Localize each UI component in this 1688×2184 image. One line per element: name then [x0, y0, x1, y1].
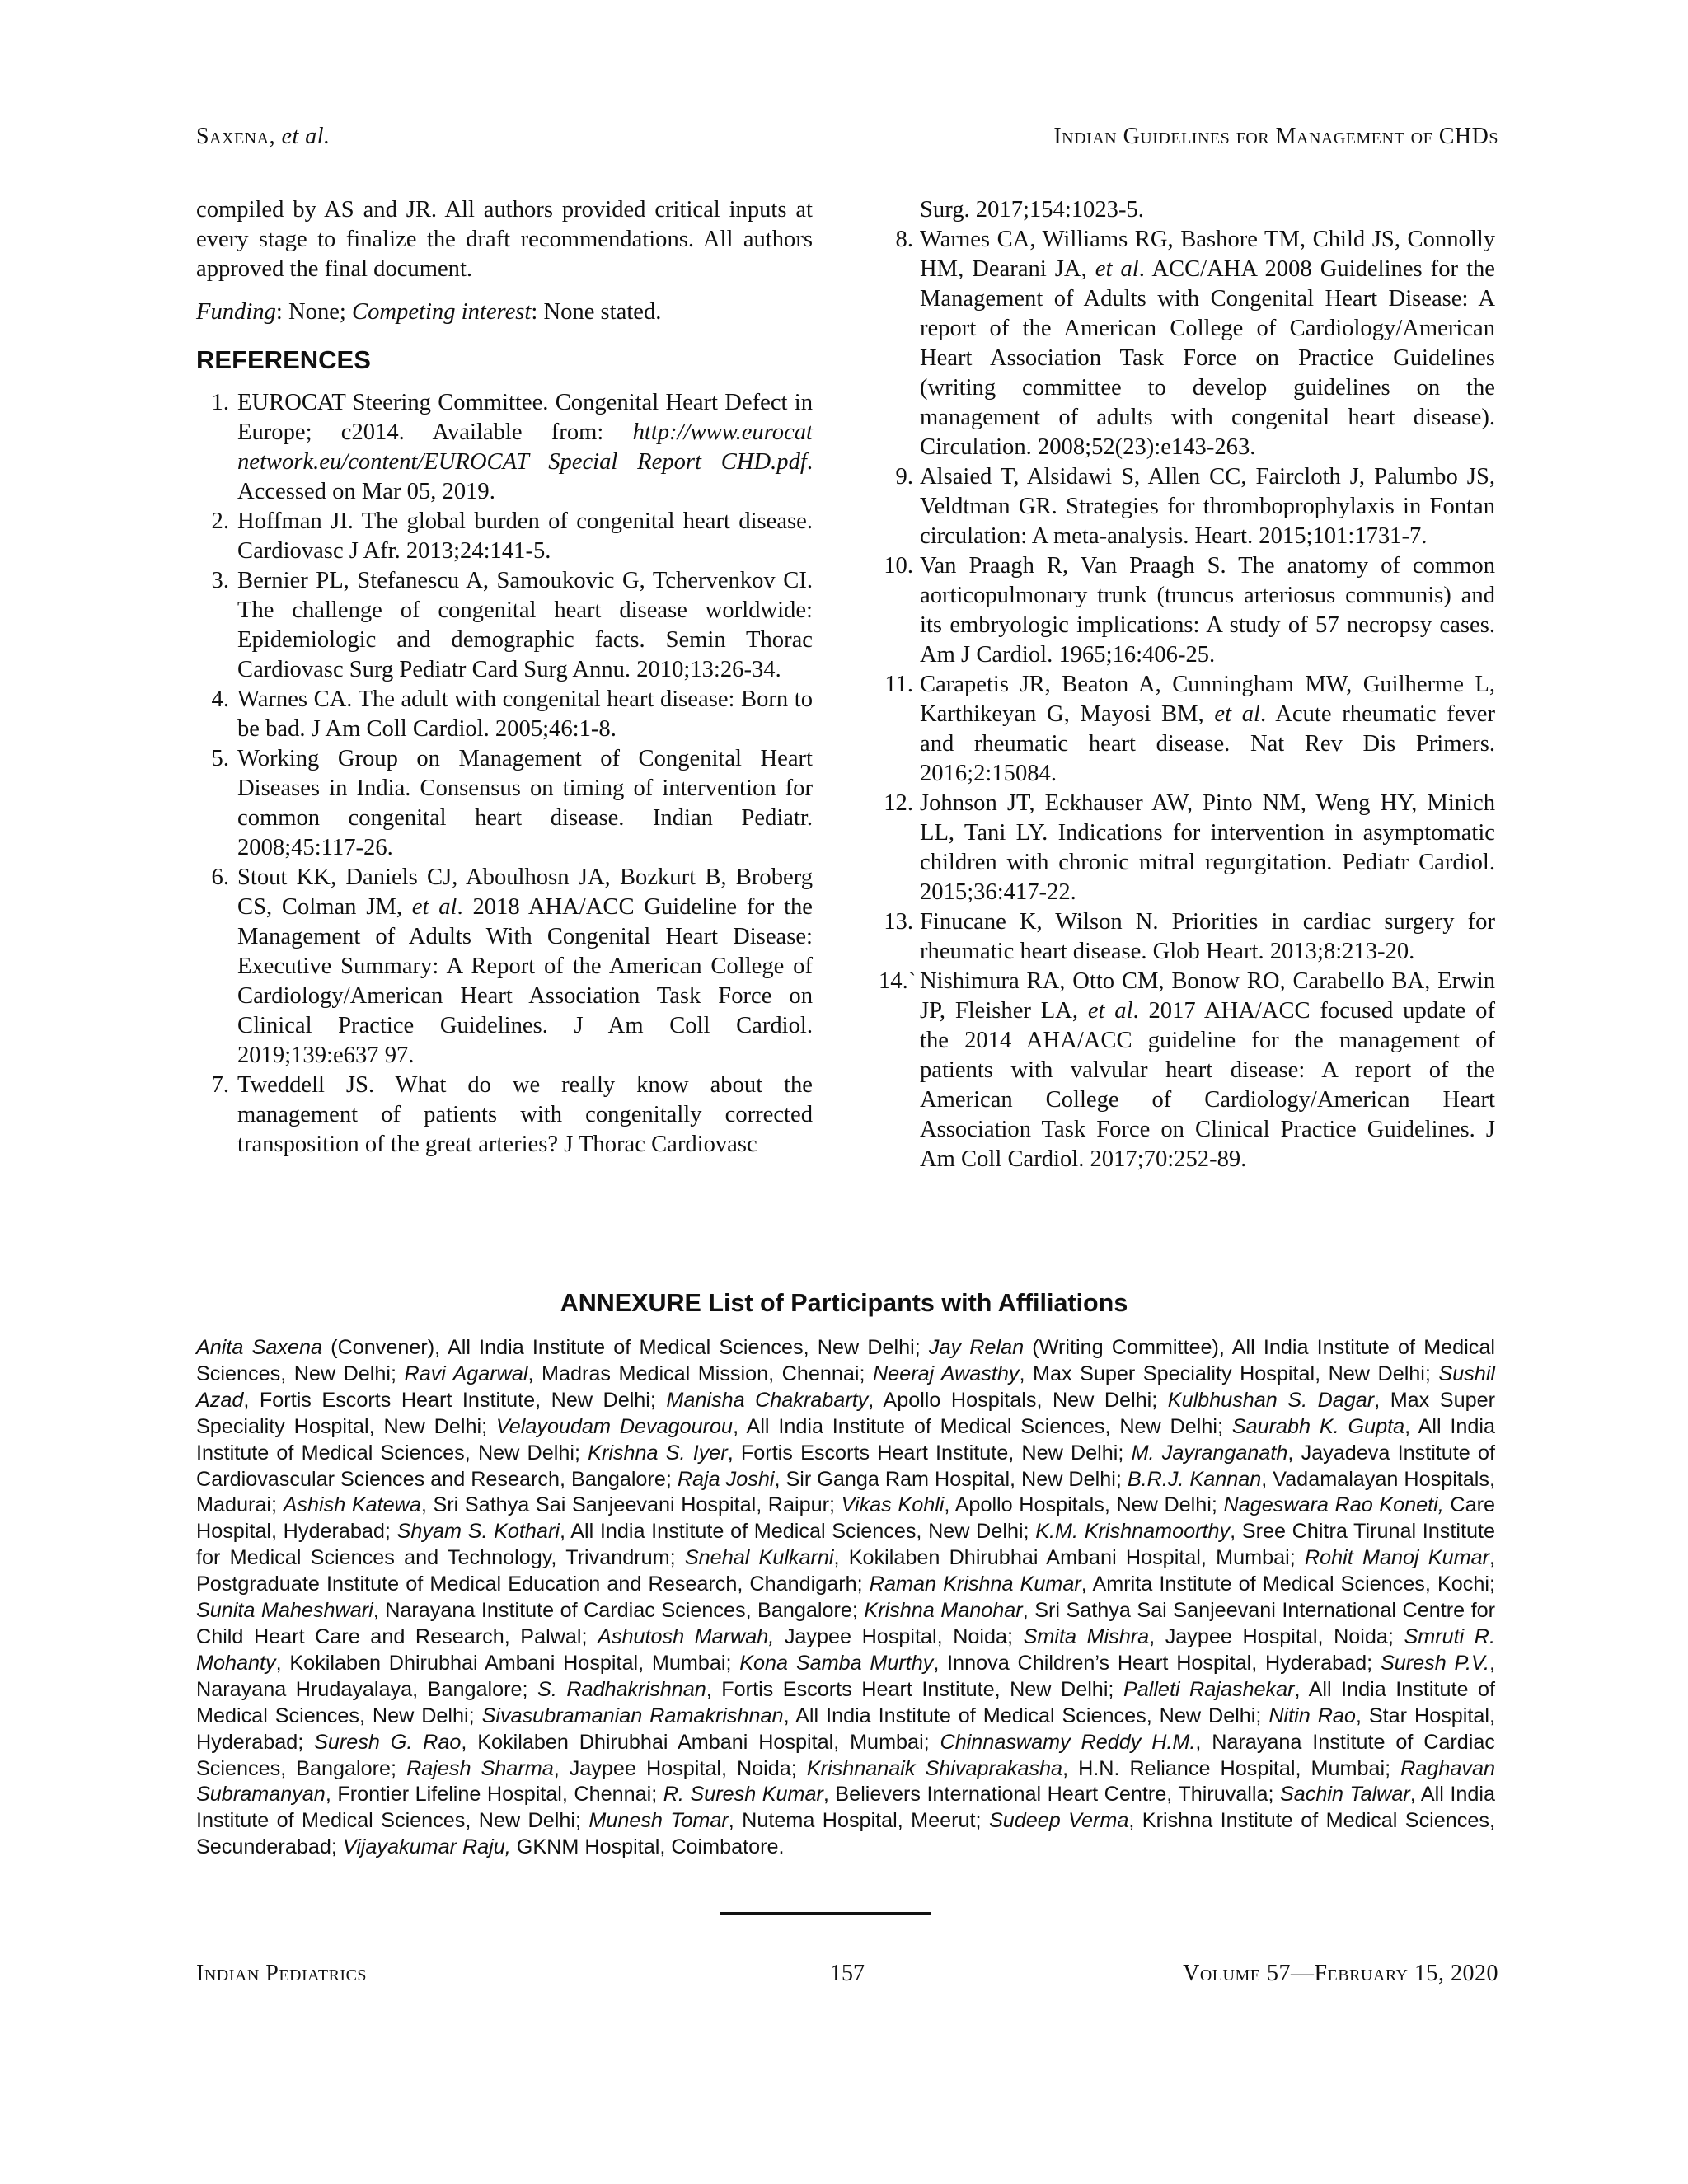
right-column: [879, 195, 1495, 1174]
reference-number: 5.: [211, 746, 229, 771]
participant-affiliation: , Sri Sathya Sai Sanjeevani International Centre for Child Heart Care and Research, Palwal;: [196, 1599, 1495, 1648]
participant-name: Shyam S. Kothari: [396, 1520, 560, 1544]
participant-name: Krishna S. Iyer: [588, 1441, 728, 1465]
participant-affiliation: , Vadamalayan Hospitals, Madurai;: [196, 1467, 1495, 1517]
participant-affiliation: , Believers International Heart Centre, Thiruvalla;: [823, 1783, 1280, 1807]
participant-name: Suresh P.V.: [1380, 1651, 1489, 1675]
participant-name: R. Suresh Kumar: [663, 1783, 823, 1807]
reference-list-right: [879, 225, 1495, 1174]
participant-affiliation: , Innova Children’s Heart Hospital, Hyderabad;: [933, 1651, 1381, 1675]
footer-journal: Indian Pediatrics: [196, 1961, 368, 1986]
participant-affiliation: , Sri Sathya Sai Sanjeevani Hospital, Raipur;: [420, 1493, 842, 1517]
participant-name: Ashutosh Marwah,: [598, 1624, 775, 1648]
participant-name: Raghavan Subramanyan: [196, 1756, 1495, 1807]
reference-item: 4. Warnes CA. The adult with congenital heart disease: Born to be bad. J Am Coll Cardiol. 2005;46:1-8.: [196, 685, 813, 744]
participant-name: Suresh G. Rao: [314, 1730, 462, 1754]
participant-name: Smita Mishra: [1023, 1624, 1150, 1648]
reference-list-left: [196, 388, 813, 1160]
reference-number: 11.: [884, 672, 913, 697]
reference-item: 1. EUROCAT Steering Committee. Congenital Heart Defect in Europe; c2014. Available from: http://www.eurocat network.eu/content/EUROCAT Special Report CHD.pdf. Accessed on Mar 05, 2019.: [196, 388, 813, 507]
participant-name: Krishna Manohar: [864, 1599, 1023, 1623]
participant-name: Kona Samba Murthy: [739, 1651, 934, 1675]
page-footer: [196, 1961, 1498, 1994]
reference-number: 9.: [895, 464, 913, 490]
participant-affiliation: , Narayana Hrudayalaya, Bangalore;: [196, 1651, 1495, 1701]
participant-name: Palleti Rajashekar: [1123, 1677, 1295, 1701]
participant-name: Jay Relan: [928, 1336, 1025, 1359]
participant-affiliation: GKNM Hospital, Coimbatore.: [510, 1835, 785, 1859]
participant-name: K.M. Krishnamoorthy: [1035, 1520, 1231, 1544]
participant-affiliation: , Apollo Hospitals, New Delhi;: [944, 1493, 1224, 1517]
reference-item: 6. Stout KK, Daniels CJ, Aboulhosn JA, Bozkurt B, Broberg CS, Colman JM, et al. 2018 AHA/ACC Guideline for the Management of Adults With Congenital Heart Disease: Executive Summary: A Report of the American College of Cardiology/American Heart Association Task Force on Clinical Practice Guidelines. J Am Coll Cardiol. 2019;139:e637 97.: [196, 863, 813, 1071]
reference-item: 2. Hoffman JI. The global burden of congenital heart disease. Cardiovasc J Afr. 2013;24:141-5.: [196, 507, 813, 566]
reference-item: 13. Finucane K, Wilson N. Priorities in cardiac surgery for rheumatic heart disease. Glob Heart. 2013;8:213-20.: [879, 907, 1495, 967]
participant-name: Sudeep Verma: [988, 1809, 1129, 1833]
participant-name: Vikas Kohli: [841, 1493, 945, 1517]
participant-affiliation: , All India Institute of Medical Sciences, New Delhi;: [196, 1677, 1495, 1727]
participant-affiliation: , All India Institute of Medical Sciences, New Delhi;: [559, 1520, 1036, 1544]
reference-number: 10.: [884, 553, 913, 579]
participant-affiliation: , Krishna Institute of Medical Sciences, Secunderabad;: [196, 1809, 1495, 1859]
participant-affiliation: , Kokilaben Dhirubhai Ambani Hospital, Mumbai;: [275, 1651, 740, 1675]
reference-item: 5. Working Group on Management of Congenital Heart Diseases in India. Consensus on timing of intervention for common congenital heart disease. Indian Pediatr. 2008;45:117-26.: [196, 744, 813, 863]
page-number: 157: [830, 1961, 865, 1986]
funding-statement: Funding: None; Competing interest: None stated.: [196, 299, 662, 325]
participant-name: Smruti R. Mohanty: [196, 1624, 1495, 1675]
reference-number: 8.: [895, 227, 913, 252]
participant-name: Sivasubramanian Ramakrishnan: [481, 1704, 784, 1727]
running-head-title: Indian Guidelines for Management of CHDs: [1053, 124, 1498, 149]
participant-name: Chinnaswamy Reddy H.M.: [940, 1730, 1196, 1754]
participant-affiliation: , Kokilaben Dhirubhai Ambani Hospital, Mumbai;: [461, 1730, 940, 1754]
participant-affiliation: , Amrita Institute of Medical Sciences, Kochi;: [1081, 1572, 1495, 1596]
participant-affiliation: , Max Super Speciality Hospital, New Delhi;: [1019, 1361, 1439, 1385]
participant-affiliation: , Jaypee Hospital, Noida;: [1149, 1624, 1404, 1648]
annexure-participants: [196, 1335, 1495, 1861]
reference-item: 8. Warnes CA, Williams RG, Bashore TM, Child JS, Connolly HM, Dearani JA, et al. ACC/AHA 2008 Guidelines for the Management of Adults with Congenital Heart Disease: A report of the American College of Cardiology/American Heart Association Task Force on Practice Guidelines (writing committee to develop guidelines on the management of adults with congenital heart disease). Circulation. 2008;52(23):e143-263.: [879, 225, 1495, 462]
reference-item: 10. Van Praagh R, Van Praagh S. The anatomy of common aorticopulmonary trunk (truncus arteriosus communis) and its embryologic implications: A study of 57 necropsy cases. Am J Cardiol. 1965;16:406-25.: [879, 551, 1495, 670]
participant-name: Raman Krishna Kumar: [869, 1572, 1081, 1596]
participant-name: Rohit Manoj Kumar: [1304, 1546, 1489, 1570]
participant-affiliation: , Fortis Escorts Heart Institute, New Delhi;: [727, 1441, 1132, 1465]
participant-name: Saurabh K. Gupta: [1231, 1414, 1405, 1438]
participant-affiliation: , Apollo Hospitals, New Delhi;: [868, 1388, 1168, 1412]
references-heading: REFERENCES: [196, 345, 371, 374]
participant-affiliation: , Star Hospital, Hyderabad;: [196, 1704, 1496, 1754]
participant-affiliation: , Nutema Hospital, Meerut;: [728, 1809, 989, 1833]
participant-name: Ashish Katewa: [283, 1493, 421, 1517]
participant-affiliation: , H.N. Reliance Hospital, Mumbai;: [1062, 1756, 1401, 1780]
footer-volume: Volume 57—February 15, 2020: [1183, 1961, 1498, 1986]
participant-name: Anita Saxena: [196, 1336, 323, 1359]
participant-affiliation: , All India Institute of Medical Sciences, New Delhi;: [783, 1704, 1269, 1727]
reference-number: 1.: [211, 390, 229, 415]
participant-affiliation: , All India Institute of Medical Sciences, New Delhi;: [196, 1414, 1495, 1465]
participant-name: Nageswara Rao Koneti,: [1223, 1493, 1444, 1517]
reference-number: 2.: [211, 509, 229, 534]
reference-number: 7.: [211, 1072, 229, 1098]
footer-rule: [720, 1912, 931, 1915]
participant-affiliation: (Writing Committee), All India Institute of Medical Sciences, New Delhi;: [196, 1336, 1495, 1385]
participant-name: Velayoudam Devagourou: [495, 1414, 734, 1438]
participant-affiliation: , Jaypee Hospital, Noida;: [553, 1756, 807, 1780]
participant-affiliation: Jaypee Hospital, Noida;: [774, 1624, 1024, 1648]
participant-name: Nitin Rao: [1268, 1704, 1356, 1727]
participant-affiliation: , All India Institute of Medical Sciences, New Delhi;: [733, 1414, 1232, 1438]
participant-affiliation: , Kokilaben Dhirubhai Ambani Hospital, Mumbai;: [833, 1546, 1305, 1570]
reference-item: 14.` Nishimura RA, Otto CM, Bonow RO, Carabello BA, Erwin JP, Fleisher LA, et al. 2017 AHA/ACC focused update of the 2014 AHA/ACC guideline for the management of patients with valvular heart disease: A report of the American College of Cardiology/American Heart Association Task Force on Clinical Practice Guidelines. J Am Coll Cardiol. 2017;70:252-89.: [879, 968, 1495, 1172]
participant-affiliation: , Frontier Lifeline Hospital, Chennai;: [325, 1783, 663, 1807]
participant-name: Sunita Maheshwari: [196, 1599, 373, 1623]
participant-affiliation: Care Hospital, Hyderabad;: [196, 1493, 1495, 1544]
participant-affiliation: , Fortis Escorts Heart Institute, New Delhi;: [243, 1388, 667, 1412]
reference-number: 14.`: [879, 968, 917, 994]
running-head-author: Saxena, et al.: [196, 124, 331, 149]
reference-item: 9. Alsaied T, Alsidawi S, Allen CC, Faircloth J, Palumbo JS, Veldtman GR. Strategies for thromboprophylaxis in Fontan circulation: A meta-analysis. Heart. 2015;101:1731-7.: [879, 462, 1495, 551]
reference-item: 11. Carapetis JR, Beaton A, Cunningham MW, Guilherme L, Karthikeyan G, Mayosi BM, et al. Acute rheumatic fever and rheumatic heart disease. Nat Rev Dis Primers. 2016;2:15084.: [879, 670, 1495, 789]
participant-affiliation: , Narayana Institute of Cardiac Sciences, Bangalore;: [373, 1599, 865, 1623]
participant-name: Snehal Kulkarni: [684, 1546, 834, 1570]
participant-name: Manisha Chakrabarty: [666, 1388, 869, 1412]
participant-name: S. Radhakrishnan: [537, 1677, 706, 1701]
contributors-text: compiled by AS and JR. All authors provided critical inputs at every stage to finalize the draft recommendations. All authors approved the final document.: [196, 197, 813, 282]
participant-name: M. Jayranganath: [1131, 1441, 1288, 1465]
reference-number: 6.: [211, 865, 229, 890]
reference-item: 12. Johnson JT, Eckhauser AW, Pinto NM, Weng HY, Minich LL, Tani LY. Indications for intervention in asymptomatic children with chronic mitral regurgitation. Pediatr Cardiol. 2015;36:417-22.: [879, 789, 1495, 907]
participant-name: Sachin Talwar: [1280, 1783, 1410, 1807]
participant-name: Krishnanaik Shivaprakasha: [806, 1756, 1063, 1780]
participant-affiliation: , Narayana Institute of Cardiac Sciences, Bangalore;: [196, 1730, 1495, 1780]
reference-number: 3.: [211, 568, 229, 593]
participant-name: B.R.J. Kannan: [1127, 1467, 1262, 1491]
reference-number: 12.: [884, 790, 913, 816]
reference-number: 4.: [211, 687, 229, 712]
participant-affiliation: , Postgraduate Institute of Medical Education and Research, Chandigarh;: [196, 1546, 1495, 1596]
participant-affiliation: , Madras Medical Mission, Chennai;: [528, 1361, 873, 1385]
participant-name: Neeraj Awasthy: [872, 1361, 1020, 1385]
participant-name: Munesh Tomar: [588, 1809, 729, 1833]
participant-affiliation: , Sree Chitra Tirunal Institute for Medical Sciences and Technology, Trivandrum;: [196, 1520, 1495, 1570]
participant-affiliation: , Jayadeva Institute of Cardiovascular Sciences and Research, Bangalore;: [196, 1441, 1495, 1491]
participant-name: Ravi Agarwal: [404, 1361, 528, 1385]
participant-name: Rajesh Sharma: [406, 1756, 554, 1780]
participant-affiliation: , Fortis Escorts Heart Institute, New Delhi;: [706, 1677, 1123, 1701]
running-head: [196, 124, 1498, 157]
participant-affiliation: , All India Institute of Medical Sciences, New Delhi;: [196, 1783, 1495, 1833]
participant-name: Sushil Azad: [196, 1361, 1496, 1412]
reference-item: 3. Bernier PL, Stefanescu A, Samoukovic G, Tchervenkov CI. The challenge of congenital heart disease worldwide: Epidemiologic and demographic facts. Semin Thorac Cardiovasc Surg Pediatr Card Surg Annu. 2010;13:26-34.: [196, 566, 813, 685]
participant-affiliation: , Sir Ganga Ram Hospital, New Delhi;: [774, 1467, 1128, 1491]
participant-affiliation: , Max Super Speciality Hospital, New Delhi;: [196, 1388, 1495, 1438]
participant-affiliation: (Convener), All India Institute of Medical Sciences, New Delhi;: [322, 1336, 929, 1359]
reference-number: 13.: [884, 909, 913, 935]
reference-continuation: Surg. 2017;154:1023-5.: [920, 197, 1144, 223]
participant-name: Vijayakumar Raju,: [342, 1835, 511, 1859]
reference-item: 7. Tweddell JS. What do we really know about the management of patients with congenitally corrected transposition of the great arteries? J Thorac Cardiovasc: [196, 1071, 813, 1160]
participant-name: Raja Joshi: [677, 1467, 775, 1491]
left-column: [196, 195, 813, 1160]
participant-name: Kulbhushan S. Dagar: [1167, 1388, 1375, 1412]
annexure-title: ANNEXURE List of Participants with Affiliations: [560, 1289, 1128, 1317]
